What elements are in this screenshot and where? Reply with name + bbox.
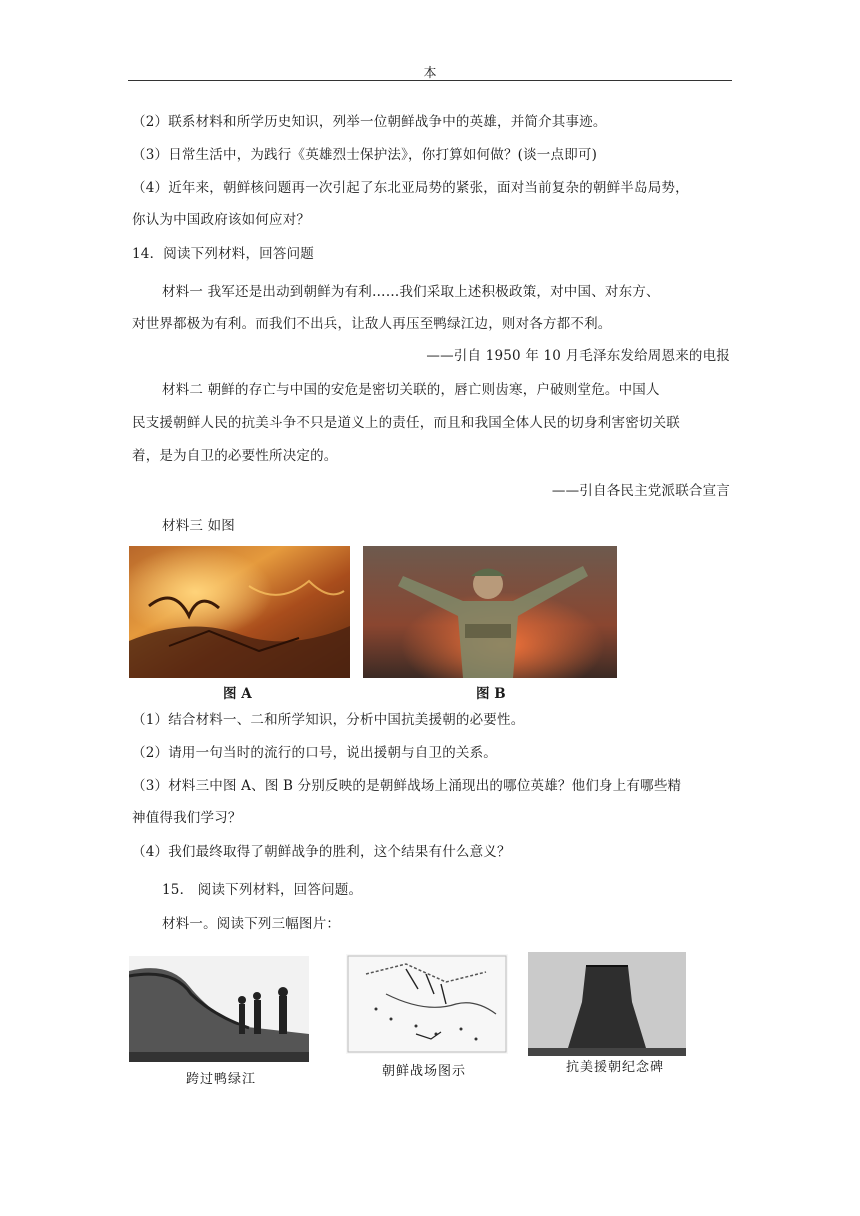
q14-question3-line1: （3）材料三中图 A、图 B 分别反映的是朝鲜战场上涌现出的哪位英雄？他们身上有哪些精 [132,778,682,794]
figure-b-image [363,546,617,678]
header-rule [128,80,732,81]
q15-material1: 材料一。阅读下列三幅图片： [162,916,341,932]
page-header: 本 [423,66,437,81]
q14-question4: （4）我们最终取得了朝鲜战争的胜利，这个结果有什么意义？ [132,844,511,860]
korean-battlefield-map-caption: 朝鲜战场图示 [382,1064,467,1079]
q14-material2-source: ——引自各民主党派联合宣言 [551,483,730,499]
q14-material2-line1: 材料二 朝鲜的存亡与中国的安危是密切关联的，唇亡则齿寒，户破则堂危。中国人 [162,382,660,398]
q14-material1-line1: 材料一 我军还是出动到朝鲜为有利……我们采取上述积极政策，对中国、对东方、 [162,284,660,300]
q14-material2-line2: 民支援朝鲜人民的抗美斗争不只是道义上的责任，而且和我国全体人民的切身利害密切关联 [132,415,680,431]
monument-caption: 抗美援朝纪念碑 [566,1060,665,1075]
q13-part4-line1: （4）近年来，朝鲜核问题再一次引起了东北亚局势的紧张，面对当前复杂的朝鲜半岛局势， [132,180,689,196]
q14-material1-line2: 对世界都极为有利。而我们不出兵，让敌人再压至鸭绿江边，则对各方都不利。 [132,316,612,332]
q13-part3: （3）日常生活中，为践行《英雄烈士保护法》，你打算如何做？(谈一点即可) [132,147,598,163]
q15-title: 15． 阅读下列材料，回答问题。 [162,882,363,898]
figure-a-image [129,546,350,678]
crossing-yalu-river-caption: 跨过鸭绿江 [186,1072,257,1087]
monument-image [528,952,686,1056]
q14-material1-source: ——引自 1950 年 10 月毛泽东发给周恩来的电报 [426,348,730,364]
crossing-yalu-river-image [129,956,309,1062]
q14-question3-line2: 神值得我们学习？ [132,810,242,826]
q14-material2-line3: 着，是为自卫的必要性所决定的。 [132,448,338,464]
q13-part4-line2: 你认为中国政府该如何应对？ [132,212,311,228]
korean-battlefield-map-image [346,954,508,1054]
q13-part2: （2）联系材料和所学历史知识，列举一位朝鲜战争中的英雄，并简介其事迹。 [132,114,607,130]
figure-b-caption: 图 B [476,686,506,702]
figure-a-caption: 图 A [223,686,252,702]
q14-question2: （2）请用一句当时的流行的口号，说出援朝与自卫的关系。 [132,745,497,761]
q14-material3-label: 材料三 如图 [162,518,235,534]
q14-question1: （1）结合材料一、二和所学知识，分析中国抗美援朝的必要性。 [132,712,525,728]
q14-title: 14．阅读下列材料，回答问题 [132,246,314,262]
